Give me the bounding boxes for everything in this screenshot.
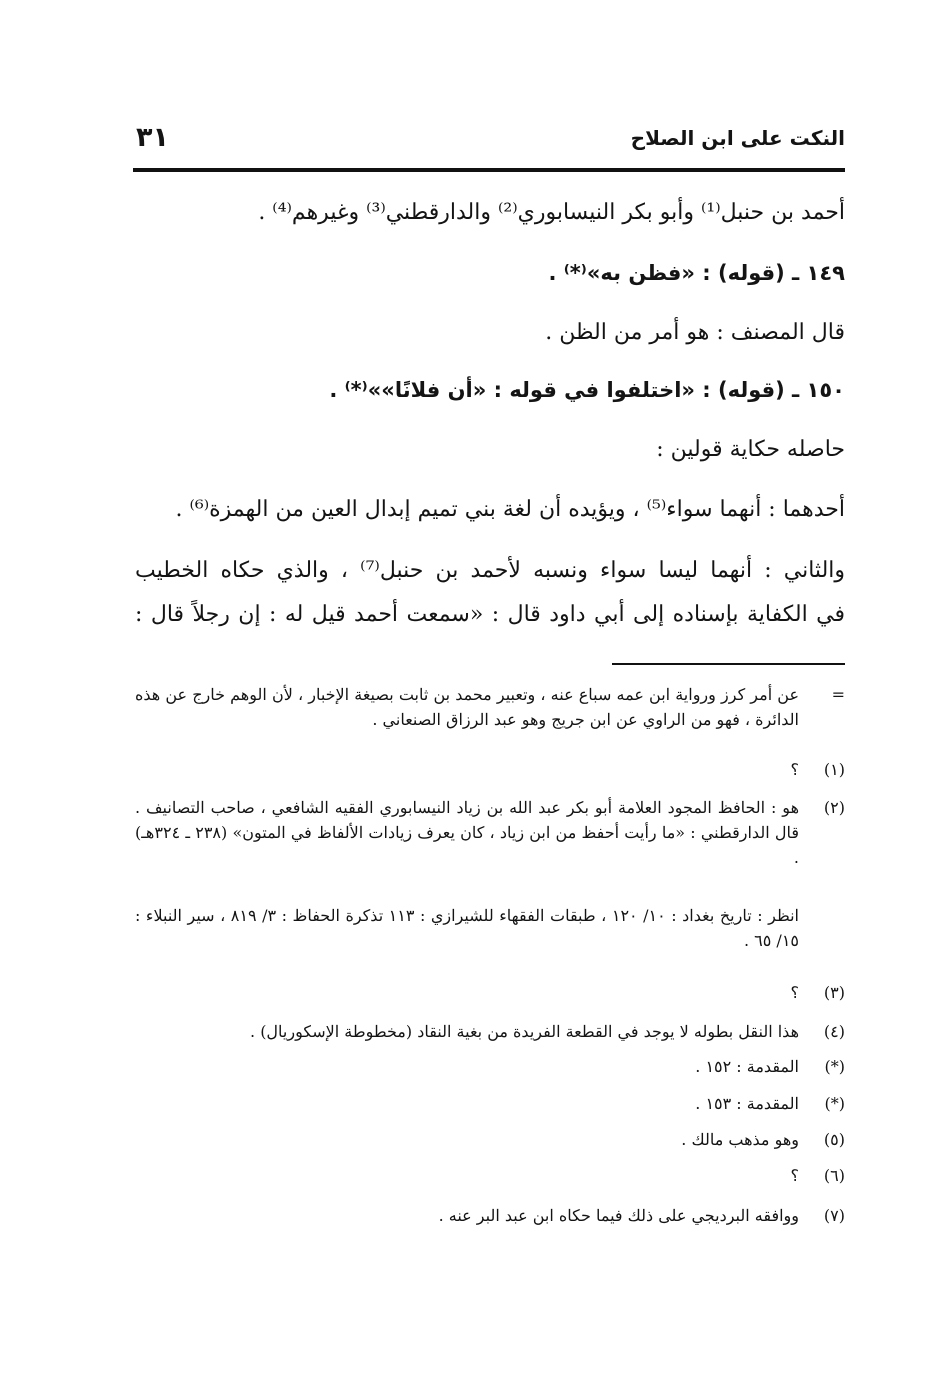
page-number: ٣١ xyxy=(136,122,169,153)
footnote-marker: (*) xyxy=(824,1057,845,1076)
footnote-text: هذا النقل بطوله لا يوجد في القطعة الفريدة من بغية النقاد (مخطوطة الإسكوريال) . xyxy=(250,1022,799,1041)
text-line-1: أحمد بن حنبل⁽¹⁾ وأبو بكر النيسابوري⁽²⁾ والدارقطني⁽³⁾ وغيرهم⁽⁴⁾ . xyxy=(258,200,845,225)
footnote-marker: (٣) xyxy=(823,983,845,1002)
text-line-5: حاصله حكاية قولين : xyxy=(656,437,845,462)
text-line-7: والثاني : أنهما ليسا سواء ونسبه لأحمد بن حنبل⁽⁷⁾ ، والذي حكاه الخطيب xyxy=(135,558,846,583)
footnote-text: انظر : تاريخ بغداد : ١٠/ ١٢٠ ، طبقات الفقهاء للشيرازي : ١١٣ تذكرة الحفاظ : ٣/ ٨١٩ ، سير النبلاء : ١٥/ ٦٥ . xyxy=(135,906,799,950)
footnote-star-2 xyxy=(135,1091,845,1116)
footnote-1 xyxy=(135,757,845,782)
footnote-marker: (٢) xyxy=(823,798,845,817)
footnote-marker: (١) xyxy=(823,760,845,779)
footnote-text: ؟ xyxy=(790,983,799,1002)
footnote-text: ؟ xyxy=(790,760,799,779)
text-line-3: قال المصنف : هو أمر من الظن . xyxy=(545,320,845,345)
footnote-separator xyxy=(612,663,845,665)
footnote-marker: (٧) xyxy=(823,1206,845,1225)
footnote-text: وهو مذهب مالك . xyxy=(681,1130,799,1149)
footnote-marker: (٥) xyxy=(823,1130,845,1149)
footnote-text: ووافقه البرديجي على ذلك فيما حكاه ابن عبد البر عنه . xyxy=(438,1206,799,1225)
running-header xyxy=(130,118,845,166)
footnote-4 xyxy=(135,1019,845,1044)
footnote-text: ؟ xyxy=(790,1166,799,1185)
footnote-5 xyxy=(135,1127,845,1152)
footnote-text: هو : الحافظ المجود العلامة أبو بكر عبد الله بن زياد النيسابوري الفقيه الشافعي ، صاحب التصانيف . قال الدارقطني : «ما رأيت أحفظ من ابن زياد ، كان يعرف زيادات الألفاظ في المتون» (٢٣٨ ـ ٣٢٤هـ) . xyxy=(135,798,800,867)
footnote-3 xyxy=(135,980,845,1005)
footnote-star-1 xyxy=(135,1054,845,1079)
header-rule xyxy=(133,168,845,172)
footnote-marker: (٤) xyxy=(823,1022,845,1041)
running-title: النكت على ابن الصلاح xyxy=(630,126,845,150)
footnote-text: عن أمر كرز ورواية ابن عمه سباع عنه ، وتعبير محمد بن ثابت بصيغة الإخبار ، لأن الوهم خارج عن هذه الدائرة ، فهو من الراوي عن ابن جريج وهو عبد الرزاق الصنعاني . xyxy=(135,685,799,729)
footnote-6 xyxy=(135,1163,845,1188)
entry-149-heading: ١٤٩ ـ (قوله) : «فظن به»⁽*⁾ . xyxy=(548,261,845,285)
footnote-text: المقدمة : ١٥٢ . xyxy=(695,1057,799,1076)
text-line-6: أحدهما : أنهما سواء⁽⁵⁾ ، ويؤيده أن لغة بني تميم إبدال العين من الهمزة⁽⁶⁾ . xyxy=(175,497,845,522)
footnote-continuation xyxy=(135,682,845,732)
footnote-marker: = xyxy=(831,685,845,704)
footnote-2-references xyxy=(135,903,845,953)
footnote-marker: (٦) xyxy=(823,1166,845,1185)
footnote-2 xyxy=(135,795,845,870)
entry-150-heading: ١٥٠ ـ (قوله) : «اختلفوا في قوله : «أن فلانًا»»⁽*⁾ . xyxy=(329,378,845,402)
footnote-7 xyxy=(135,1203,845,1228)
footnote-marker: (*) xyxy=(824,1094,845,1113)
text-line-8: في الكفاية بإسناده إلى أبي داود قال : «سمعت أحمد قيل له : إن رجلاً قال : xyxy=(135,602,845,627)
footnote-text: المقدمة : ١٥٣ . xyxy=(695,1094,799,1113)
